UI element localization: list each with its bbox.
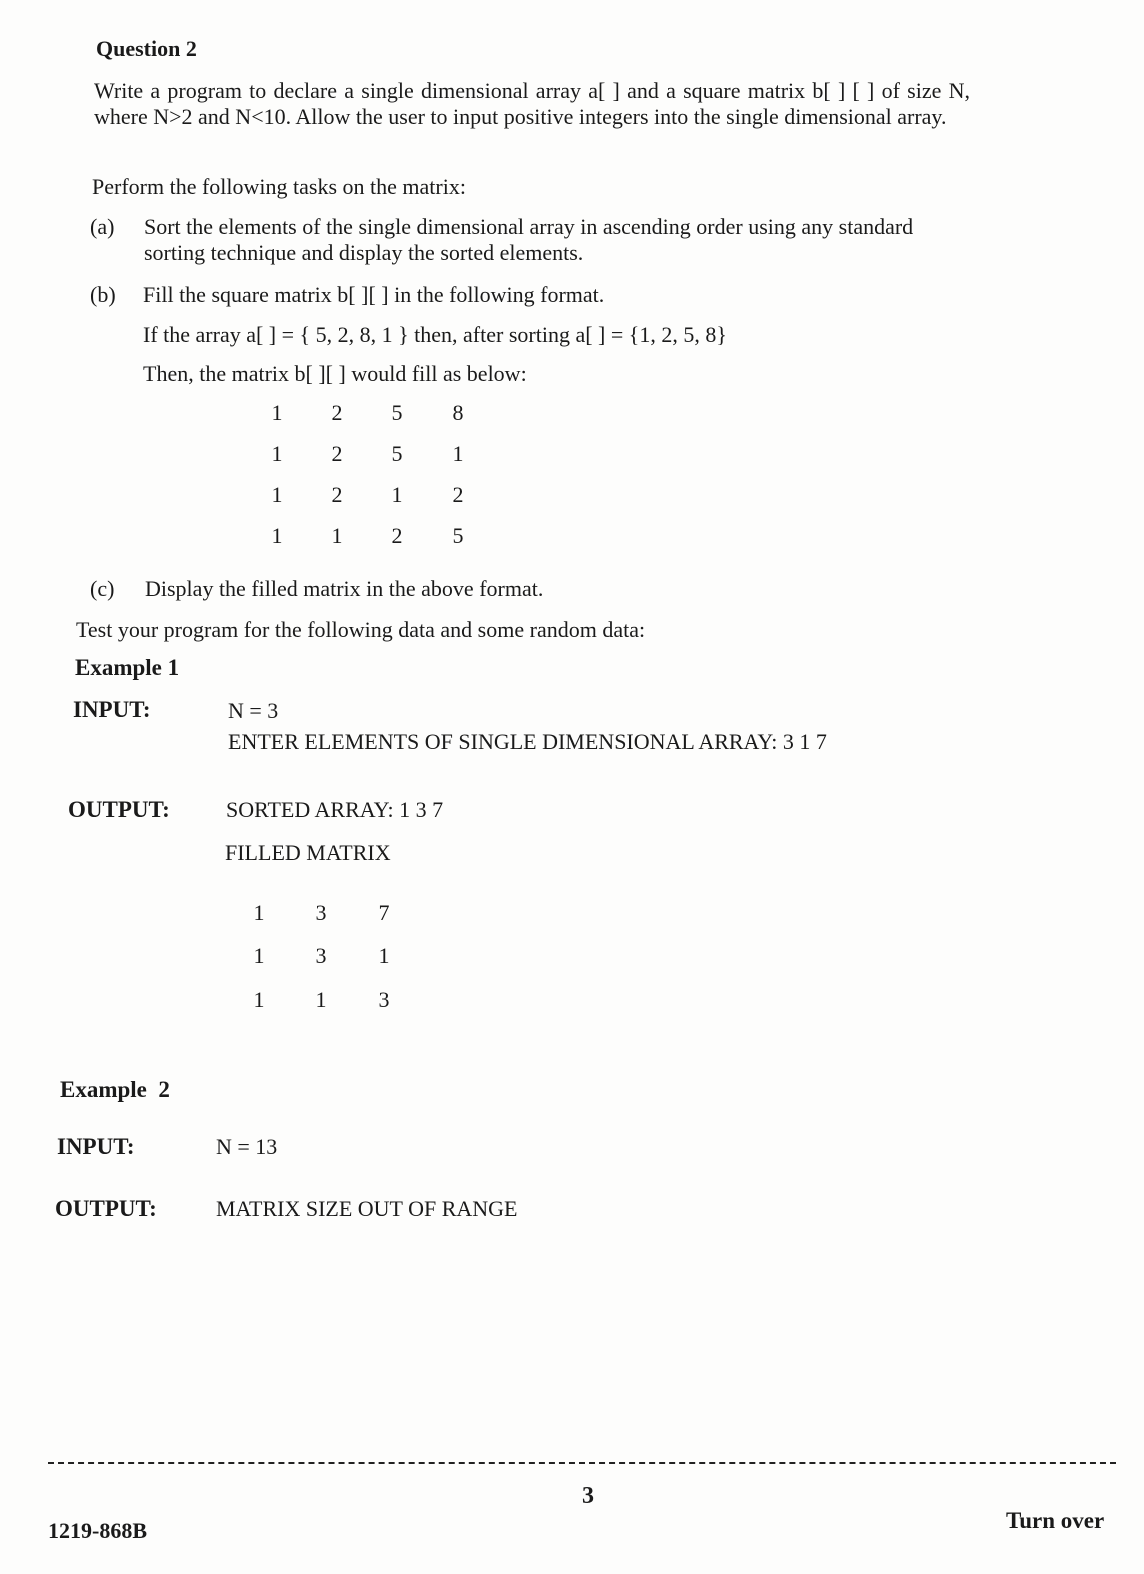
example-2-title: Example 2 — [60, 1077, 170, 1102]
paper-code: 1219-868B — [48, 1518, 147, 1543]
example-2-output-label: OUTPUT: — [55, 1196, 157, 1221]
matrix-cell: 5 — [391, 441, 403, 466]
task-b-then-line: Then, the matrix b[ ][ ] would fill as below: — [143, 361, 527, 386]
matrix-cell: 5 — [391, 400, 403, 425]
matrix-cell: 1 — [315, 987, 327, 1012]
matrix-cell: 1 — [271, 523, 283, 548]
example-1-title: Example 1 — [75, 655, 180, 680]
matrix-cell: 3 — [315, 900, 327, 925]
example-1-output-label: OUTPUT: — [68, 797, 170, 822]
example-1-input-elements: ENTER ELEMENTS OF SINGLE DIMENSIONAL ARRAY: 3 1 7 — [228, 729, 827, 754]
question-title: Question 2 — [96, 36, 197, 61]
example-1-filled: FILLED MATRIX — [225, 840, 391, 865]
matrix-cell: 1 — [271, 482, 283, 507]
matrix-cell: 7 — [378, 900, 390, 925]
matrix-cell: 8 — [452, 400, 464, 425]
matrix-cell: 1 — [271, 441, 283, 466]
example-1-input-n: N = 3 — [228, 698, 279, 723]
question-intro: Write a program to declare a single dimensional array a[ ] and a square matrix b[ ] [ ] of size N, where N>2 and N<10. Allow the user to input positive integers into the single dimensional array. — [94, 78, 970, 129]
matrix-cell: 1 — [378, 943, 390, 968]
matrix-cell: 1 — [253, 987, 265, 1012]
example-2-input-n: N = 13 — [216, 1134, 278, 1159]
task-c-text: Display the filled matrix in the above format. — [145, 576, 544, 601]
task-b-example-line: If the array a[ ] = { 5, 2, 8, 1 } then, after sorting a[ ] = {1, 2, 5, 8} — [143, 322, 727, 347]
matrix-cell: 1 — [253, 900, 265, 925]
matrix-cell: 2 — [331, 400, 343, 425]
matrix-cell: 2 — [452, 482, 464, 507]
example-2-output-text: MATRIX SIZE OUT OF RANGE — [216, 1196, 518, 1221]
task-b-marker: (b) — [90, 282, 116, 307]
turn-over: Turn over — [1006, 1508, 1105, 1533]
matrix-cell: 3 — [378, 987, 390, 1012]
example-1-input-label: INPUT: — [73, 697, 151, 722]
task-b-text: Fill the square matrix b[ ][ ] in the following format. — [143, 282, 605, 307]
matrix-cell: 3 — [315, 943, 327, 968]
matrix-cell: 5 — [452, 523, 464, 548]
matrix-cell: 1 — [271, 400, 283, 425]
matrix-cell: 1 — [253, 943, 265, 968]
task-a-marker: (a) — [90, 214, 115, 239]
matrix-cell: 2 — [331, 482, 343, 507]
matrix-cell: 1 — [391, 482, 403, 507]
page-number: 3 — [582, 1483, 594, 1509]
matrix-cell: 2 — [331, 441, 343, 466]
task-a-text: Sort the elements of the single dimensional array in ascending order using any standard sorting technique and display the sorted elements. — [144, 214, 914, 265]
matrix-cell: 1 — [331, 523, 343, 548]
example-1-sorted: SORTED ARRAY: 1 3 7 — [226, 797, 444, 822]
task-c-marker: (c) — [90, 576, 115, 601]
footer-divider — [48, 1462, 1116, 1464]
matrix-cell: 1 — [452, 441, 464, 466]
test-instruction: Test your program for the following data and some random data: — [76, 617, 646, 642]
example-2-input-label: INPUT: — [57, 1134, 135, 1159]
tasks-intro: Perform the following tasks on the matrix: — [92, 174, 466, 199]
matrix-cell: 2 — [391, 523, 403, 548]
